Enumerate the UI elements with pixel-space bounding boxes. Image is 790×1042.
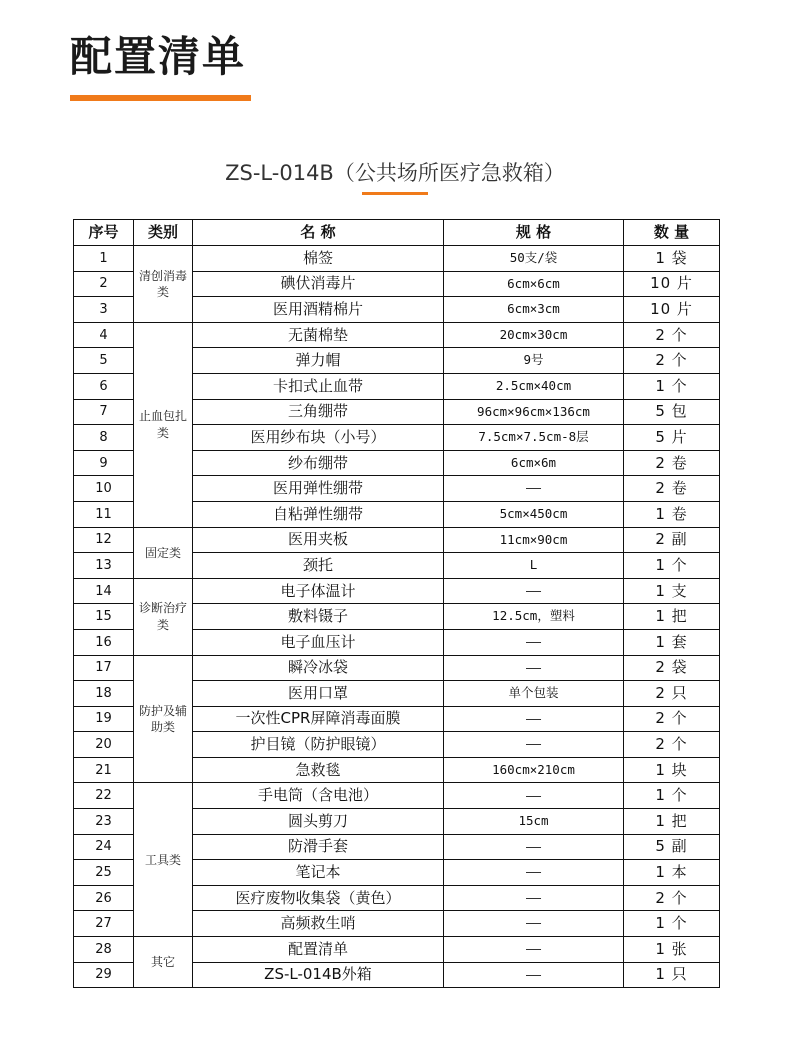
row-index: 20 <box>74 732 134 758</box>
item-qty: 1 袋 <box>624 246 720 272</box>
item-name: 防滑手套 <box>193 834 444 860</box>
row-index: 21 <box>74 757 134 783</box>
table-row <box>74 527 720 553</box>
item-qty: 1 本 <box>624 860 720 886</box>
item-name: 医用夹板 <box>193 527 444 553</box>
item-qty: 1 个 <box>624 373 720 399</box>
header-qty: 数 量 <box>624 220 720 246</box>
item-spec: —— <box>444 937 624 963</box>
item-qty: 1 张 <box>624 937 720 963</box>
item-qty: 1 块 <box>624 757 720 783</box>
item-name: 医疗废物收集袋（黄色） <box>193 885 444 911</box>
item-spec: 160cm×210cm <box>444 757 624 783</box>
item-name: 护目镜（防护眼镜） <box>193 732 444 758</box>
model-heading: ZS-L-014B（公共场所医疗急救箱） <box>225 161 565 185</box>
item-name: 颈托 <box>193 553 444 579</box>
header-index: 序号 <box>74 220 134 246</box>
item-qty: 2 个 <box>624 885 720 911</box>
item-qty: 1 只 <box>624 962 720 988</box>
category-cell: 清创消毒类 <box>134 246 193 323</box>
category-cell: 工具类 <box>134 783 193 937</box>
row-index: 18 <box>74 681 134 707</box>
item-qty: 2 个 <box>624 732 720 758</box>
item-qty: 2 卷 <box>624 476 720 502</box>
item-name: 电子体温计 <box>193 578 444 604</box>
header-name: 名 称 <box>193 220 444 246</box>
item-spec: 6cm×6m <box>444 450 624 476</box>
category-cell: 其它 <box>134 937 193 988</box>
item-name: 电子血压计 <box>193 629 444 655</box>
item-name: 配置清单 <box>193 937 444 963</box>
item-spec: —— <box>444 476 624 502</box>
row-index: 4 <box>74 322 134 348</box>
row-index: 8 <box>74 425 134 451</box>
item-qty: 10 片 <box>624 297 720 323</box>
item-qty: 2 袋 <box>624 655 720 681</box>
item-qty: 1 套 <box>624 629 720 655</box>
item-name: 急救毯 <box>193 757 444 783</box>
item-qty: 2 个 <box>624 706 720 732</box>
item-name: 三角绷带 <box>193 399 444 425</box>
item-spec: —— <box>444 732 624 758</box>
row-index: 17 <box>74 655 134 681</box>
header-spec: 规 格 <box>444 220 624 246</box>
item-qty: 2 只 <box>624 681 720 707</box>
item-name: 手电筒（含电池） <box>193 783 444 809</box>
model-underline <box>362 192 428 195</box>
row-index: 23 <box>74 809 134 835</box>
item-spec: —— <box>444 706 624 732</box>
table-row <box>74 937 720 963</box>
row-index: 6 <box>74 373 134 399</box>
item-spec: 20cm×30cm <box>444 322 624 348</box>
item-spec: L <box>444 553 624 579</box>
item-spec: —— <box>444 962 624 988</box>
row-index: 16 <box>74 629 134 655</box>
item-qty: 1 个 <box>624 911 720 937</box>
item-qty: 2 个 <box>624 348 720 374</box>
row-index: 25 <box>74 860 134 886</box>
row-index: 29 <box>74 962 134 988</box>
item-spec: 9号 <box>444 348 624 374</box>
row-index: 3 <box>74 297 134 323</box>
item-spec: 15cm <box>444 809 624 835</box>
item-name: 棉签 <box>193 246 444 272</box>
row-index: 24 <box>74 834 134 860</box>
item-name: 一次性CPR屏障消毒面膜 <box>193 706 444 732</box>
item-spec: —— <box>444 885 624 911</box>
row-index: 28 <box>74 937 134 963</box>
row-index: 26 <box>74 885 134 911</box>
item-spec: 11cm×90cm <box>444 527 624 553</box>
item-qty: 5 副 <box>624 834 720 860</box>
row-index: 14 <box>74 578 134 604</box>
row-index: 13 <box>74 553 134 579</box>
item-name: 自粘弹性绷带 <box>193 501 444 527</box>
row-index: 22 <box>74 783 134 809</box>
item-qty: 5 片 <box>624 425 720 451</box>
item-qty: 1 个 <box>624 783 720 809</box>
item-name: 瞬冷冰袋 <box>193 655 444 681</box>
row-index: 9 <box>74 450 134 476</box>
row-index: 11 <box>74 501 134 527</box>
item-spec: 6cm×6cm <box>444 271 624 297</box>
item-spec: —— <box>444 911 624 937</box>
item-qty: 1 支 <box>624 578 720 604</box>
item-qty: 10 片 <box>624 271 720 297</box>
category-cell: 防护及辅助类 <box>134 655 193 783</box>
item-spec: —— <box>444 783 624 809</box>
table-row <box>74 578 720 604</box>
item-spec: —— <box>444 655 624 681</box>
item-qty: 1 卷 <box>624 501 720 527</box>
item-qty: 2 副 <box>624 527 720 553</box>
item-spec: 7.5cm×7.5cm-8层 <box>444 425 624 451</box>
table-row <box>74 655 720 681</box>
item-spec: 单个包装 <box>444 681 624 707</box>
item-name: 纱布绷带 <box>193 450 444 476</box>
row-index: 19 <box>74 706 134 732</box>
item-qty: 1 把 <box>624 809 720 835</box>
category-cell: 固定类 <box>134 527 193 578</box>
item-qty: 1 把 <box>624 604 720 630</box>
item-name: 高频救生哨 <box>193 911 444 937</box>
table-row <box>74 246 720 272</box>
category-cell: 止血包扎类 <box>134 322 193 527</box>
item-spec: —— <box>444 629 624 655</box>
item-spec: 96cm×96cm×136cm <box>444 399 624 425</box>
item-name: 无菌棉垫 <box>193 322 444 348</box>
item-name: 医用纱布块（小号） <box>193 425 444 451</box>
item-spec: 6cm×3cm <box>444 297 624 323</box>
item-name: 医用口罩 <box>193 681 444 707</box>
row-index: 12 <box>74 527 134 553</box>
config-table <box>73 219 720 988</box>
item-spec: —— <box>444 834 624 860</box>
row-index: 1 <box>74 246 134 272</box>
category-cell: 诊断治疗类 <box>134 578 193 655</box>
table-row <box>74 783 720 809</box>
item-name: 医用弹性绷带 <box>193 476 444 502</box>
item-name: 碘伏消毒片 <box>193 271 444 297</box>
item-name: 圆头剪刀 <box>193 809 444 835</box>
item-name: 弹力帽 <box>193 348 444 374</box>
item-qty: 1 个 <box>624 553 720 579</box>
title-underline <box>70 95 251 101</box>
item-name: 卡扣式止血带 <box>193 373 444 399</box>
header-category: 类别 <box>134 220 193 246</box>
item-spec: —— <box>444 860 624 886</box>
row-index: 27 <box>74 911 134 937</box>
item-spec: —— <box>444 578 624 604</box>
item-spec: 12.5cm，塑料 <box>444 604 624 630</box>
item-spec: 50支/袋 <box>444 246 624 272</box>
item-qty: 5 包 <box>624 399 720 425</box>
item-qty: 2 卷 <box>624 450 720 476</box>
row-index: 15 <box>74 604 134 630</box>
item-name: 笔记本 <box>193 860 444 886</box>
table-row <box>74 322 720 348</box>
item-name: ZS-L-014B外箱 <box>193 962 444 988</box>
item-spec: 5cm×450cm <box>444 501 624 527</box>
page-title: 配置清单 <box>70 32 247 81</box>
item-qty: 2 个 <box>624 322 720 348</box>
item-name: 医用酒精棉片 <box>193 297 444 323</box>
row-index: 5 <box>74 348 134 374</box>
row-index: 7 <box>74 399 134 425</box>
row-index: 2 <box>74 271 134 297</box>
row-index: 10 <box>74 476 134 502</box>
item-spec: 2.5cm×40cm <box>444 373 624 399</box>
table-body <box>74 246 720 988</box>
item-name: 敷料镊子 <box>193 604 444 630</box>
table-header-row <box>74 220 720 246</box>
